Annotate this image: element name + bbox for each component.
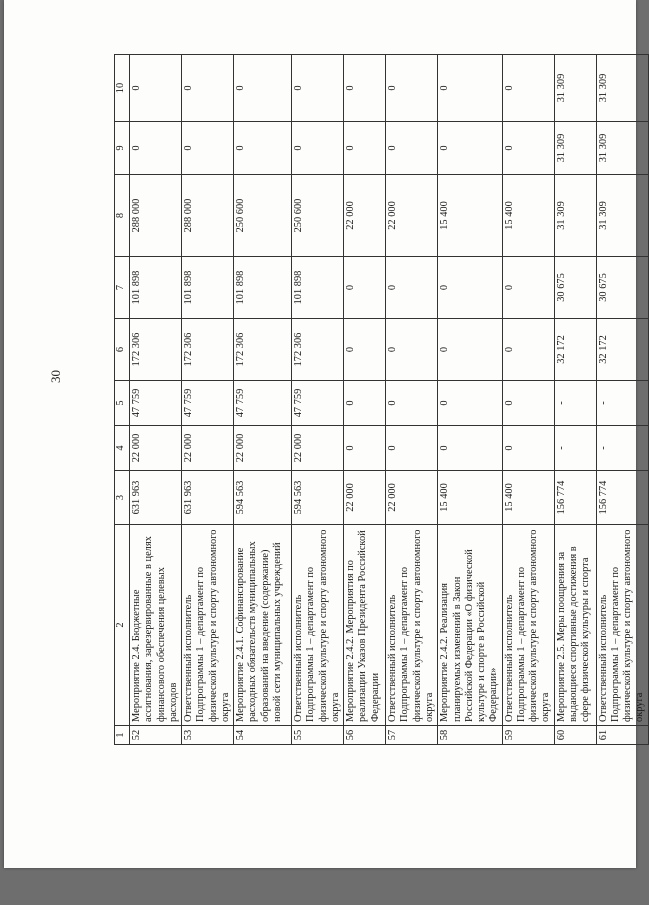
value-cell: 0 xyxy=(292,122,344,175)
value-cell: 0 xyxy=(344,55,386,122)
header-cell: 4 xyxy=(115,426,130,471)
table-row xyxy=(182,55,234,745)
row-number-cell: 61 xyxy=(596,726,648,745)
row-number-cell: 53 xyxy=(182,726,234,745)
header-cell: 1 xyxy=(115,726,130,745)
value-cell: 22 000 xyxy=(386,175,438,257)
value-cell: 0 xyxy=(502,257,554,319)
value-cell: 22 000 xyxy=(344,471,386,525)
value-cell: 15 400 xyxy=(502,471,554,525)
value-cell: 0 xyxy=(130,55,182,122)
value-cell: 101 898 xyxy=(234,257,292,319)
value-cell: 22 000 xyxy=(344,175,386,257)
value-cell: 0 xyxy=(344,426,386,471)
row-number-cell: 54 xyxy=(234,726,292,745)
row-number-cell: 56 xyxy=(344,726,386,745)
value-cell: 101 898 xyxy=(292,257,344,319)
header-row xyxy=(115,55,130,745)
value-cell: 0 xyxy=(386,381,438,426)
value-cell: 0 xyxy=(182,122,234,175)
row-number-cell: 58 xyxy=(438,726,502,745)
value-cell: 0 xyxy=(344,319,386,381)
value-cell: 47 759 xyxy=(234,381,292,426)
header-cell: 2 xyxy=(115,525,130,726)
table-row xyxy=(386,55,438,745)
value-cell: 15 400 xyxy=(438,471,502,525)
value-cell: 31 309 xyxy=(554,175,596,257)
header-cell: 3 xyxy=(115,471,130,525)
value-cell: 101 898 xyxy=(182,257,234,319)
document-page xyxy=(4,0,646,868)
row-name-cell: Мероприятие 2.4.1. Софинансирование расходных обязательств муниципальных образований на введение (содержание) новой сети муниципальных учреждений xyxy=(234,525,292,726)
value-cell: 594 563 xyxy=(292,471,344,525)
value-cell: 631 963 xyxy=(130,471,182,525)
value-cell: 172 306 xyxy=(182,319,234,381)
table-row xyxy=(234,55,292,745)
value-cell: 0 xyxy=(438,55,502,122)
value-cell: 288 000 xyxy=(182,175,234,257)
table-row xyxy=(344,55,386,745)
value-cell: 0 xyxy=(502,319,554,381)
budget-table xyxy=(114,54,649,745)
value-cell: 172 306 xyxy=(234,319,292,381)
value-cell: 30 675 xyxy=(554,257,596,319)
value-cell: 15 400 xyxy=(438,175,502,257)
value-cell: 631 963 xyxy=(182,471,234,525)
table-row xyxy=(438,55,502,745)
value-cell: 31 309 xyxy=(554,122,596,175)
row-name-cell: Ответственный исполнитель Подпрограммы 1 – департамент по физической культуре и спорту автономного округа xyxy=(182,525,234,726)
table-row xyxy=(502,55,554,745)
value-cell: 0 xyxy=(344,122,386,175)
value-cell: 0 xyxy=(438,426,502,471)
value-cell: 0 xyxy=(502,381,554,426)
value-cell: 22 000 xyxy=(234,426,292,471)
value-cell: 32 172 xyxy=(554,319,596,381)
value-cell: 0 xyxy=(438,319,502,381)
value-cell: 47 759 xyxy=(130,381,182,426)
row-name-cell: Мероприятие 2.4. Бюджетные ассигнования, зарезервированные в целях финансового обеспечения целевых расходов xyxy=(130,525,182,726)
row-number-cell: 52 xyxy=(130,726,182,745)
row-name-cell: Ответственный исполнитель Подпрограммы 1 – департамент по физической культуре и спорту автономного округа xyxy=(502,525,554,726)
value-cell: 31 309 xyxy=(596,175,648,257)
value-cell: 156 774 xyxy=(554,471,596,525)
row-number-cell: 55 xyxy=(292,726,344,745)
value-cell: 0 xyxy=(438,381,502,426)
value-cell: 594 563 xyxy=(234,471,292,525)
header-cell: 5 xyxy=(115,381,130,426)
value-cell: 172 306 xyxy=(292,319,344,381)
row-name-cell: Мероприятие 2.4.2. Реализация планируемых изменений в Закон Российской Федерации «О физической культуре и спорте в Российской Федерации» xyxy=(438,525,502,726)
table-row xyxy=(596,55,648,745)
table-row xyxy=(130,55,182,745)
value-cell: 0 xyxy=(182,55,234,122)
value-cell: 0 xyxy=(386,426,438,471)
value-cell: 15 400 xyxy=(502,175,554,257)
value-cell: - xyxy=(554,426,596,471)
value-cell: 32 172 xyxy=(596,319,648,381)
value-cell: - xyxy=(596,426,648,471)
value-cell: 0 xyxy=(502,426,554,471)
value-cell: 172 306 xyxy=(130,319,182,381)
header-cell: 8 xyxy=(115,175,130,257)
value-cell: 0 xyxy=(344,257,386,319)
row-name-cell: Мероприятие 2.5. Меры поощрения за выдающиеся спортивные достижения в сфере физической культуры и спорта xyxy=(554,525,596,726)
value-cell: 31 309 xyxy=(596,55,648,122)
value-cell: 30 675 xyxy=(596,257,648,319)
header-cell: 7 xyxy=(115,257,130,319)
row-number-cell: 59 xyxy=(502,726,554,745)
value-cell: - xyxy=(596,381,648,426)
header-cell: 9 xyxy=(115,122,130,175)
value-cell: 0 xyxy=(386,319,438,381)
value-cell: 250 600 xyxy=(292,175,344,257)
page-number: 30 xyxy=(48,370,63,383)
value-cell: 47 759 xyxy=(292,381,344,426)
value-cell: 22 000 xyxy=(292,426,344,471)
value-cell: 0 xyxy=(386,257,438,319)
value-cell: 0 xyxy=(130,122,182,175)
value-cell: 0 xyxy=(502,122,554,175)
value-cell: 31 309 xyxy=(554,55,596,122)
value-cell: 0 xyxy=(386,122,438,175)
value-cell: 0 xyxy=(386,55,438,122)
value-cell: 0 xyxy=(344,381,386,426)
row-number-cell: 57 xyxy=(386,726,438,745)
value-cell: 22 000 xyxy=(386,471,438,525)
value-cell: 0 xyxy=(438,257,502,319)
row-name-cell: Ответственный исполнитель Подпрограммы 1 – департамент по физической культуре и спорту автономного округа xyxy=(596,525,648,726)
value-cell: 288 000 xyxy=(130,175,182,257)
table-row xyxy=(292,55,344,745)
value-cell: 22 000 xyxy=(130,426,182,471)
value-cell: - xyxy=(554,381,596,426)
header-cell: 6 xyxy=(115,319,130,381)
row-name-cell: Ответственный исполнитель Подпрограммы 1 – департамент по физической культуре и спорту автономного округа xyxy=(386,525,438,726)
row-name-cell: Мероприятие 2.4.2. Мероприятия по реализации Указов Президента Российской Федерации xyxy=(344,525,386,726)
value-cell: 47 759 xyxy=(182,381,234,426)
value-cell: 0 xyxy=(292,55,344,122)
value-cell: 22 000 xyxy=(182,426,234,471)
header-cell: 10 xyxy=(115,55,130,122)
value-cell: 250 600 xyxy=(234,175,292,257)
value-cell: 156 774 xyxy=(596,471,648,525)
row-number-cell: 60 xyxy=(554,726,596,745)
table-row xyxy=(554,55,596,745)
value-cell: 0 xyxy=(438,122,502,175)
rotated-table-wrapper xyxy=(114,55,646,745)
value-cell: 31 309 xyxy=(596,122,648,175)
value-cell: 0 xyxy=(234,122,292,175)
value-cell: 0 xyxy=(502,55,554,122)
row-name-cell: Ответственный исполнитель Подпрограммы 1 – департамент по физической культуре и спорту автономного округа xyxy=(292,525,344,726)
value-cell: 101 898 xyxy=(130,257,182,319)
value-cell: 0 xyxy=(234,55,292,122)
